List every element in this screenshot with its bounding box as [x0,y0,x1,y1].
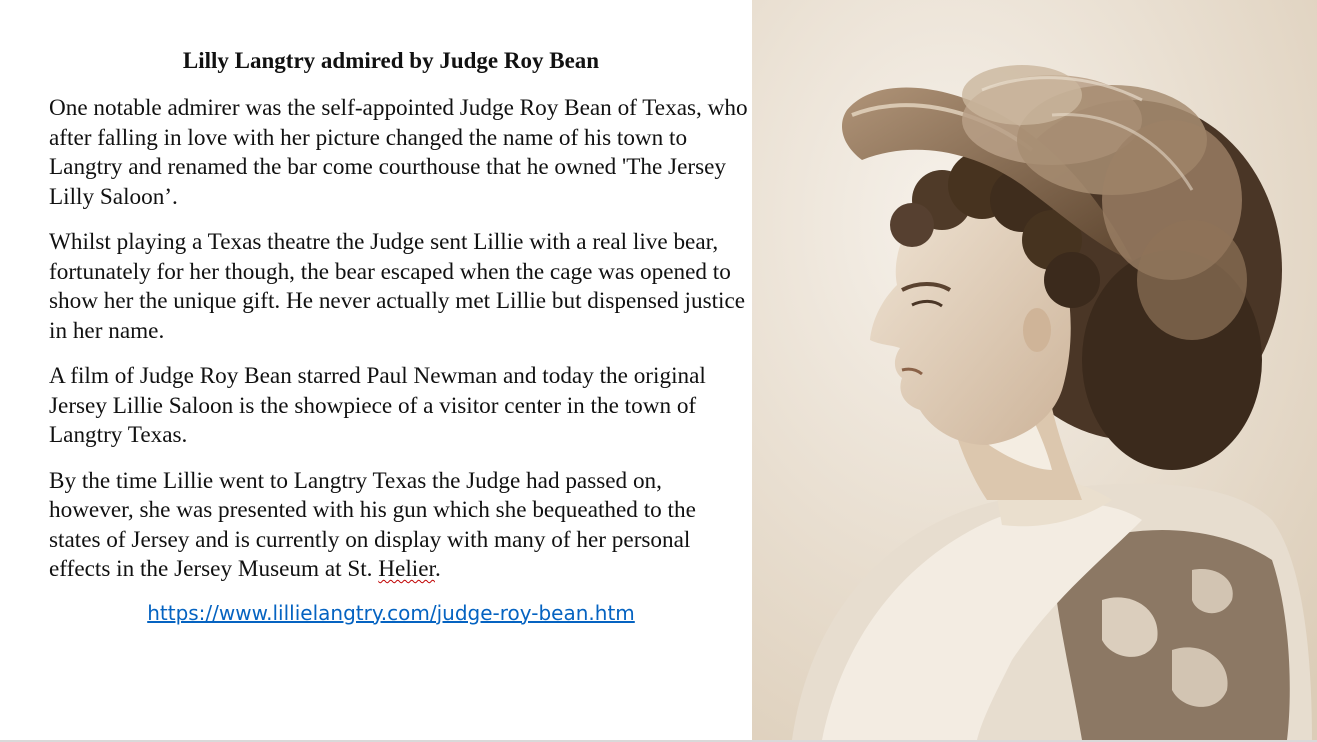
portrait-photo [752,0,1317,740]
paragraph-4-end: . [434,556,441,582]
paragraph-1: One notable admirer was the self-appointed Judge Roy Bean of Texas, who after falling in love with her picture changed the name of his town to Langtry and renamed the bar come courthouse that he owned 'The Jersey Lilly Saloon’. [49,95,748,210]
portrait-illustration [752,0,1317,740]
paragraph-3: A film of Judge Roy Bean starred Paul Newman and today the original Jersey Lillie Saloon is the showpiece of a visitor center in the town of Langtry Texas. [49,363,706,448]
source-link[interactable]: https://www.lillielangtry.com/judge-roy-bean.htm [147,600,635,625]
spellcheck-word: Helier [378,556,435,582]
text-column [49,46,749,625]
paragraph-2: Whilst playing a Texas theatre the Judge sent Lillie with a real live bear, fortunately for her though, the bear escaped when the cage was opened to show her the unique gift. He never actually met Lillie but dispensed justice in her name. [49,229,746,344]
paragraph-4 [49,467,749,585]
slide-title: Lilly Langtry admired by Judge Roy Bean [182,48,600,73]
paragraph-4-text: By the time Lillie went to Langtry Texas the Judge had passed on, however, she was presented with his gun which she bequeathed to the states of Jersey and is currently on display with many of her personal effects in the Jersey Museum at St. [49,467,696,582]
